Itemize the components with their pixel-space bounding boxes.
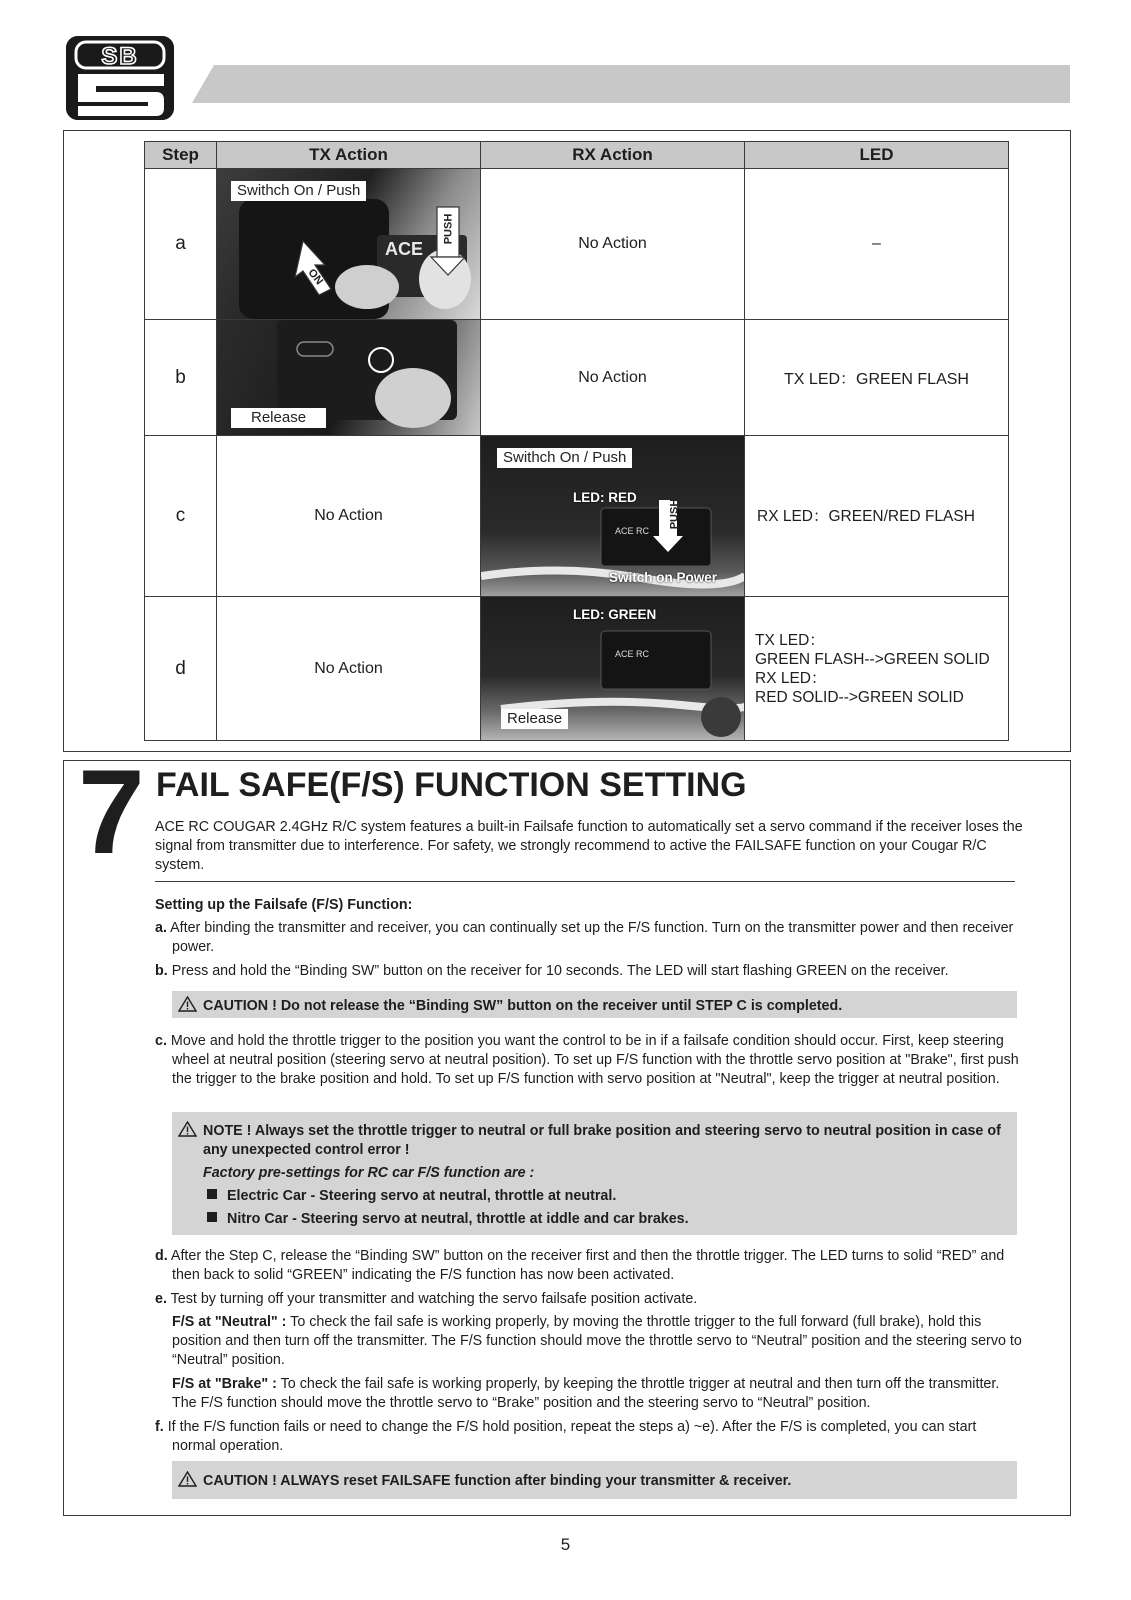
note-line [178,1121,1001,1160]
divider [155,881,1015,882]
step-b-label: b. [155,963,168,979]
step-f-text: If the F/S function fails or need to change the F/S hold position, repeat the steps a) ~e). After the F/S is completed, you can start normal operation. [163,1419,977,1454]
section-number: 7 [78,745,141,879]
led-cell: TX LED：GREEN FLASH [745,320,1009,436]
list-item [178,1210,1001,1229]
switch-on-power-overlay: Switch on Power [609,570,718,585]
tx-action-cell: No Action [217,597,481,741]
tx-action-cell: No Action [217,436,481,597]
fs-brake-paragraph [172,1375,1022,1413]
table-row [145,597,1009,741]
bullet-text: Electric Car - Steering servo at neutral, throttle at neutral. [227,1188,617,1204]
step-c [155,1032,1020,1089]
caution-box-binding [172,991,1017,1018]
tx-release-label: Release [231,408,326,428]
rx-action-photo-cell [481,436,745,597]
section-title: FAIL SAFE(F/S) FUNCTION SETTING [156,766,747,804]
receiver-photo [481,436,744,596]
sb5-logo [66,36,174,120]
on-arrow-label: ON [305,266,326,288]
step-b [155,962,1020,981]
rx-release-label: Release [501,709,568,729]
warning-icon [178,1471,197,1487]
step-label: a [145,169,217,320]
led-green-overlay: LED: GREEN [573,607,657,622]
intro-paragraph: ACE RC COUGAR 2.4GHz R/C system features a built-in Failsafe function to automatically set a servo command if the receiver loses the signal from transmitter due to interference. For safety, we strongly recommend to active the FAILSAFE function on your Cougar R/C system. [155,819,1023,873]
caution-box-reset [172,1461,1017,1499]
transmitter-photo [217,169,480,319]
step-f [155,1418,1020,1456]
step-label: d [145,597,217,741]
led-line: TX LED： [755,631,825,649]
step-f-label: f. [155,1419,164,1435]
led-line: RED SOLID-->GREEN SOLID [755,688,964,706]
step-c-label: c. [155,1033,167,1049]
step-d-text: After the Step C, release the “Binding SW” button on the receiver first and then the throttle trigger. The LED turns to solid “RED” and then back to solid “GREEN” indicating the F/S function has now been activated. [170,1248,1005,1283]
rx-action-cell: No Action [481,320,745,436]
svg-text:SB: SB [101,43,139,70]
step-e [155,1290,1020,1309]
factory-presettings: Factory pre-settings for RC car F/S function are : [203,1165,535,1181]
fs-neutral-label: F/S at "Neutral" : [172,1314,287,1330]
warning-icon [178,1121,197,1137]
fs-brake-label: F/S at "Brake" : [172,1376,277,1392]
rx-action-cell: No Action [481,169,745,320]
list-item [178,1187,1001,1206]
step-label: b [145,320,217,436]
step-e-text: Test by turning off your transmitter and watching the servo failsafe position activate. [170,1291,698,1307]
step-d-label: d. [155,1248,168,1264]
caution-text: CAUTION ! Do not release the “Binding SW” button on the receiver until STEP C is completed. [203,998,843,1014]
led-line: GREEN FLASH-->GREEN SOLID [755,650,990,668]
warning-icon [178,996,197,1012]
led-cell: RX LED：GREEN/RED FLASH [745,436,1009,597]
push-arrow-label: PUSH [668,498,681,530]
receiver-release-photo [481,597,744,740]
caution-text: CAUTION ! ALWAYS reset FAILSAFE function after binding your transmitter & receiver. [203,1473,792,1489]
page-number: 5 [560,1535,571,1554]
step-e-label: e. [155,1291,167,1307]
table-header-row [145,142,1009,169]
step-a [155,919,1020,957]
led-line: RX LED： [755,669,827,687]
table-row [145,320,1009,436]
setup-heading: Setting up the Failsafe (F/S) Function: [155,897,413,913]
led-cell: – [745,169,1009,320]
step-c-text: Move and hold the throttle trigger to the position you want the control to be in if a failsafe condition should occur. First, keep steering wheel at neutral position (steering servo at neutral position). To set up F/S function with the throttle servo position at "Brake", first push the trigger to the brake position and hold. To set up F/S function with servo position at "Neutral", keep the trigger at neutral position. [170,1033,1019,1087]
header-rx-action: RX Action [481,142,745,169]
bullet-icon [207,1212,217,1222]
step-a-text: After binding the transmitter and receiver, you can continually set up the F/S function. Turn on the transmitter power and then receiver power. [170,920,1014,955]
header-tx-action: TX Action [217,142,481,169]
rx-action-photo-cell [481,597,745,741]
svg-text:ACE RC: ACE RC [615,649,650,659]
note-box [172,1112,1017,1235]
header-step: Step [145,142,217,169]
step-label: c [145,436,217,597]
svg-text:ACE: ACE [385,239,424,259]
step-b-text: Press and hold the “Binding SW” button on the receiver for 10 seconds. The LED will start flashing GREEN on the receiver. [171,963,949,979]
svg-text:ACE RC: ACE RC [615,526,650,536]
fs-brake-text: To check the fail safe is working properly, by keeping the throttle trigger at neutral and then turn off the transmitter. The F/S function should move the throttle servo to “Brake” position and the steering servo to “Neutral” position. [172,1376,1000,1411]
binding-steps-table [144,141,1009,741]
tx-action-photo-cell [217,320,481,436]
step-a-label: a. [155,920,167,936]
note-text: NOTE ! Always set the throttle trigger to neutral or full brake position and steering servo to neutral position in case of any unexpected control error ! [203,1123,1001,1158]
header-bar [192,65,1070,103]
header-led: LED [745,142,1009,169]
bullet-icon [207,1189,217,1199]
step-d [155,1247,1020,1285]
transmitter-release-photo [217,320,480,435]
tx-photo-label: Swithch On / Push [231,181,366,201]
table-row [145,436,1009,597]
rx-photo-label: Swithch On / Push [497,448,632,468]
fs-neutral-text: To check the fail safe is working properly, by moving the throttle trigger to the full forward (full brake), hold this position and then turn off the transmitter. The F/S function should move the throttle servo to “Neutral” position and the steering servo to “Neutral” position. [172,1314,1022,1368]
bullet-text: Nitro Car - Steering servo at neutral, throttle at iddle and car brakes. [227,1211,689,1227]
table-row [145,169,1009,320]
push-arrow-label: PUSH [442,213,455,245]
tx-action-photo-cell [217,169,481,320]
fs-neutral-paragraph [172,1313,1022,1370]
led-red-overlay: LED: RED [573,490,637,505]
led-cell [745,597,1009,741]
